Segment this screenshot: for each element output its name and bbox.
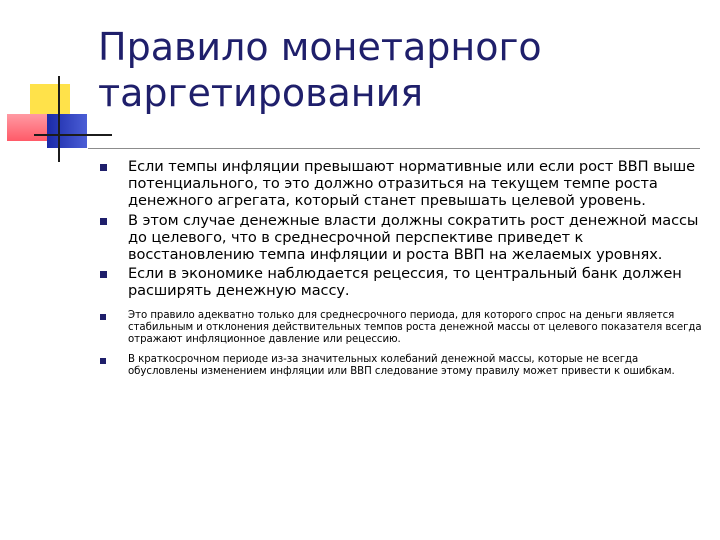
square-bullet-icon xyxy=(100,218,107,225)
square-bullet-icon xyxy=(100,314,106,320)
bullet-item xyxy=(100,158,706,210)
bullet-text: Это правило адекватно только для среднесрочного периода, для которого спрос на деньги является стабильным и отклонения действительных темпов роста денежной массы от целевого показателя всегда отражают инфляционное давление или рецессию. xyxy=(128,309,702,346)
square-bullet-icon xyxy=(100,358,106,364)
bullet-text: Если темпы инфляции превышают нормативные или если рост ВВП выше потенциального, то это должно отразиться на текущем темпе роста денежного агрегата, который станет превышать целевой уровень. xyxy=(128,158,696,210)
decor-yellow-square xyxy=(30,84,70,118)
slide-title-line-2: таргетирования xyxy=(98,71,424,115)
decor-vertical-line xyxy=(58,76,60,162)
slide-title xyxy=(98,24,698,116)
bullet-item xyxy=(100,265,706,299)
bullet-text: В краткосрочном периоде из-за значительных колебаний денежной массы, которые не всегда обусловлены изменением инфляции или ВВП следование этому правилу может привести к ошибкам. xyxy=(128,354,675,378)
bullet-text: Если в экономике наблюдается рецессия, то центральный банк должен расширять денежную массу. xyxy=(128,265,682,300)
bullet-item xyxy=(100,212,706,264)
bullet-text: В этом случае денежные власти должны сократить рост денежной массы до целевого, что в среднесрочной перспективе приведет к восстановлению темпа инфляции и роста ВВП на желаемых уровнях. xyxy=(128,211,699,264)
square-bullet-icon xyxy=(100,164,107,171)
title-underline xyxy=(88,148,700,149)
bullet-item xyxy=(100,354,706,378)
bullet-item xyxy=(100,310,706,347)
slide-title-line-1: Правило монетарного xyxy=(98,25,542,69)
square-bullet-icon xyxy=(100,271,107,278)
decor-horizontal-line xyxy=(34,134,112,136)
bullet-list xyxy=(100,158,706,387)
decor-blue-square xyxy=(47,114,87,148)
